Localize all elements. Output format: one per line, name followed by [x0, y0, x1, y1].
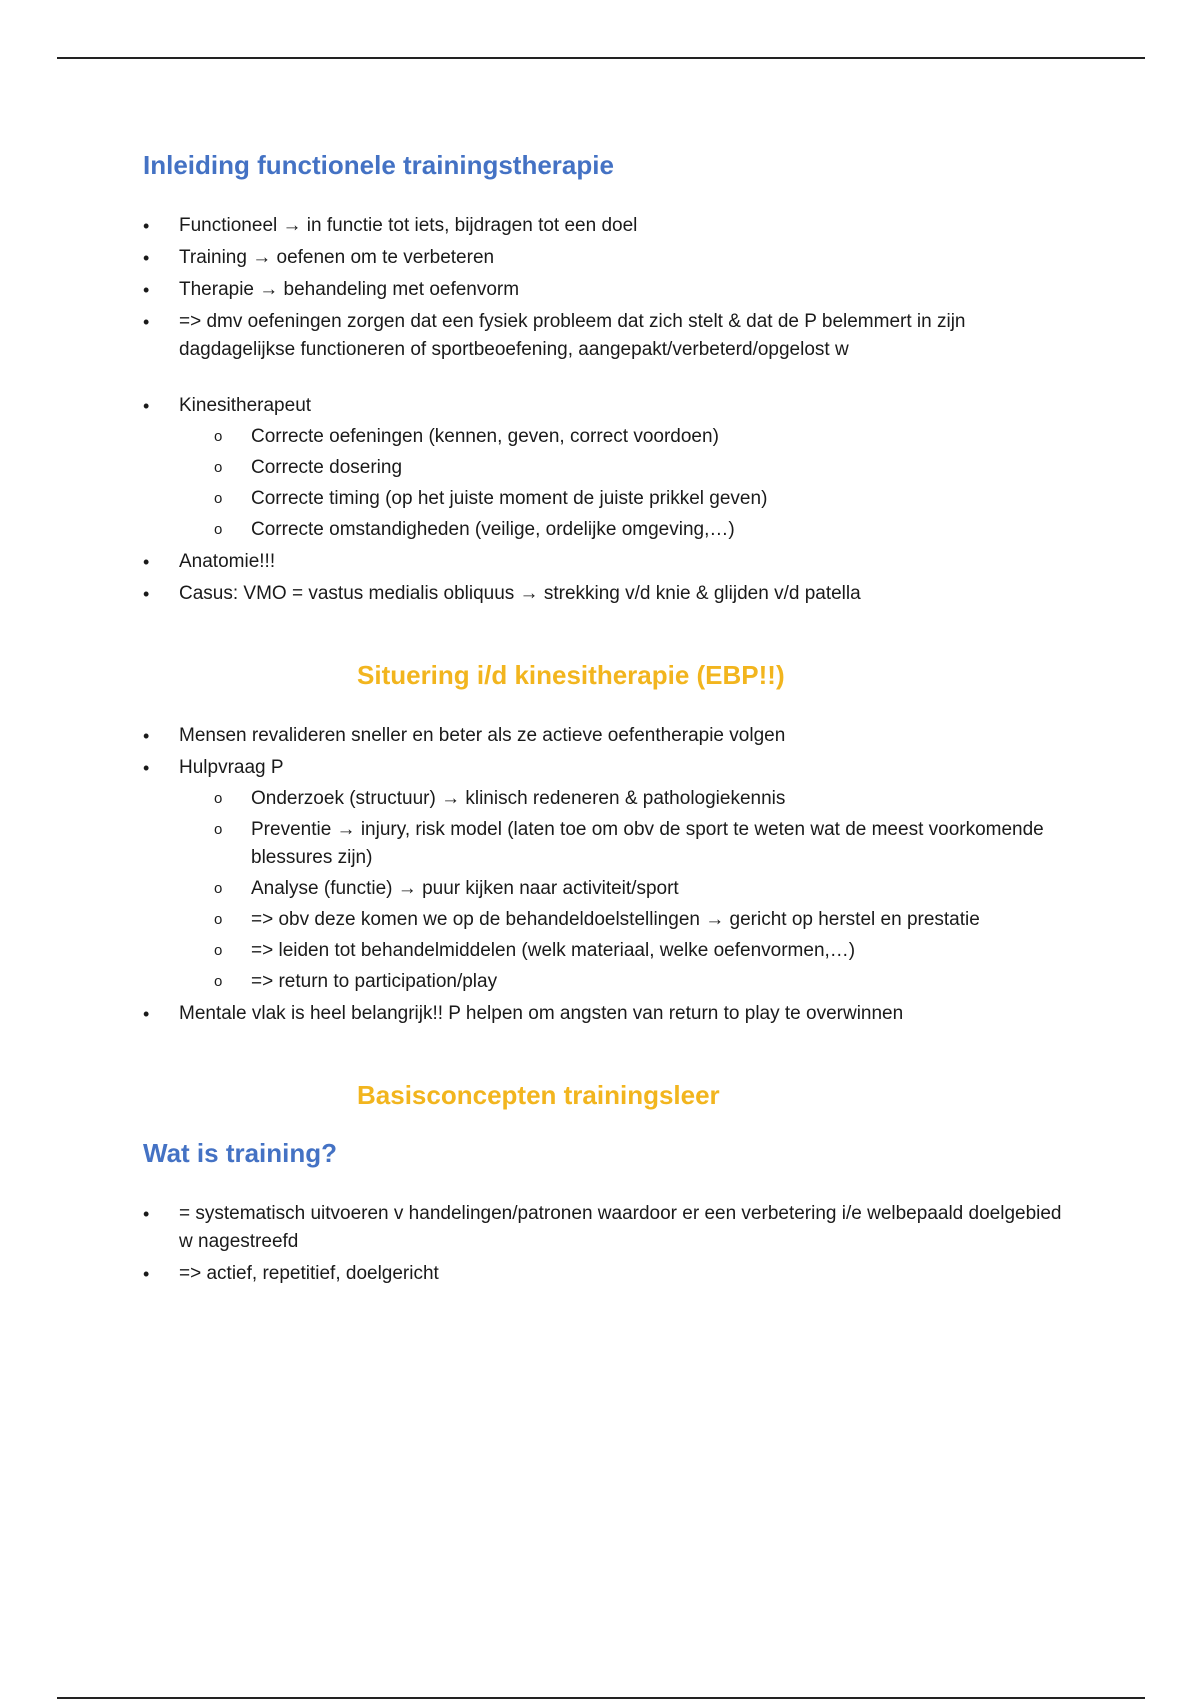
- bullet-icon: •: [143, 584, 150, 604]
- bullet-icon: •: [143, 280, 150, 300]
- circle-bullet-icon: o: [214, 821, 223, 838]
- heading-inleiding: Inleiding functionele trainingstherapie: [143, 150, 614, 180]
- heading-basisconcepten: Basisconcepten trainingsleer: [357, 1080, 720, 1110]
- bullet-icon: •: [143, 248, 150, 268]
- footer-rule: [57, 1697, 1145, 1699]
- list-item: • Anatomie!!!: [143, 548, 1063, 576]
- list-item: • Hulpvraag P o Onderzoek (structuur) → klinisch redeneren & pathologiekennis o Preventie → injury, risk model (laten toe om obv de sport te weten wat de meest voorkomende blessures zijn) o Analyse (functie) → puur kijken naar activiteit/sport o => obv deze komen we op de behandeldoelstellingen → gericht op herstel en prestatie o => leiden tot behandelmiddelen (welk materiaal, welke oefenvormen,…) o => return to participation/play: [143, 754, 1063, 996]
- circle-bullet-icon: o: [214, 428, 223, 445]
- sub-list-item: o Correcte oefeningen (kennen, geven, correct voordoen): [143, 423, 1063, 451]
- bullet-icon: •: [143, 1004, 150, 1024]
- sub-list-item: o Analyse (functie) → puur kijken naar activiteit/sport: [143, 875, 1063, 903]
- circle-bullet-icon: o: [214, 942, 223, 959]
- bullet-icon: •: [143, 758, 150, 778]
- kine-list: [143, 392, 1063, 608]
- sub-list-item: o Correcte omstandigheden (veilige, ordelijke omgeving,…): [143, 516, 1063, 544]
- list-item: • Casus: VMO = vastus medialis obliquus → strekking v/d knie & glijden v/d patella: [143, 580, 1063, 608]
- training-list: [143, 1200, 1063, 1288]
- bullet-icon: •: [143, 1264, 150, 1284]
- bullet-icon: •: [143, 312, 150, 332]
- list-item: • Functioneel → in functie tot iets, bijdragen tot een doel: [143, 212, 1063, 240]
- heading-wat-is-training: Wat is training?: [143, 1138, 338, 1168]
- list-item: • Mentale vlak is heel belangrijk!! P helpen om angsten van return to play te overwinnen: [143, 1000, 1063, 1028]
- header-rule: [57, 57, 1145, 59]
- sub-list-item: o => return to participation/play: [143, 968, 1063, 996]
- sub-list-item: o Preventie → injury, risk model (laten toe om obv de sport te weten wat de meest voorkomende blessures zijn): [143, 816, 1063, 872]
- list-item: • => actief, repetitief, doelgericht: [143, 1260, 1063, 1288]
- sub-list-item: o => leiden tot behandelmiddelen (welk materiaal, welke oefenvormen,…): [143, 937, 1063, 965]
- bullet-icon: •: [143, 726, 150, 746]
- bullet-icon: •: [143, 216, 150, 236]
- list-item: • Kinesitherapeut o Correcte oefeningen (kennen, geven, correct voordoen) o Correcte dosering o Correcte timing (op het juiste moment de juiste prikkel geven) o Correcte omstandigheden (veilige, ordelijke omgeving,…): [143, 392, 1063, 544]
- kine-sublist: [179, 423, 1063, 544]
- situering-list: [143, 722, 1063, 1028]
- intro-list: [143, 212, 1063, 364]
- sub-list-item: o Correcte timing (op het juiste moment de juiste prikkel geven): [143, 485, 1063, 513]
- circle-bullet-icon: o: [214, 521, 223, 538]
- document-body: [143, 148, 1063, 1292]
- sub-list-item: o Correcte dosering: [143, 454, 1063, 482]
- bullet-icon: •: [143, 552, 150, 572]
- circle-bullet-icon: o: [214, 790, 223, 807]
- list-item: • Mensen revalideren sneller en beter als ze actieve oefentherapie volgen: [143, 722, 1063, 750]
- list-item: • = systematisch uitvoeren v handelingen/patronen waardoor er een verbetering i/e welbepaald doelgebied w nagestreefd: [143, 1200, 1063, 1256]
- circle-bullet-icon: o: [214, 973, 223, 990]
- circle-bullet-icon: o: [214, 459, 223, 476]
- sub-list-item: o Onderzoek (structuur) → klinisch redeneren & pathologiekennis: [143, 785, 1063, 813]
- bullet-icon: •: [143, 1204, 150, 1224]
- sub-list-item: o => obv deze komen we op de behandeldoelstellingen → gericht op herstel en prestatie: [143, 906, 1063, 934]
- circle-bullet-icon: o: [214, 911, 223, 928]
- hulpvraag-sublist: [179, 785, 1063, 996]
- list-item: • => dmv oefeningen zorgen dat een fysiek probleem dat zich stelt & dat de P belemmert in zijn dagdagelijkse functioneren of sportbeoefening, aangepakt/verbeterd/opgelost w: [143, 308, 1063, 364]
- circle-bullet-icon: o: [214, 880, 223, 897]
- circle-bullet-icon: o: [214, 490, 223, 507]
- heading-situering: Situering i/d kinesitherapie (EBP!!): [357, 660, 785, 690]
- list-item: • Therapie → behandeling met oefenvorm: [143, 276, 1063, 304]
- bullet-icon: •: [143, 396, 150, 416]
- list-item: • Training → oefenen om te verbeteren: [143, 244, 1063, 272]
